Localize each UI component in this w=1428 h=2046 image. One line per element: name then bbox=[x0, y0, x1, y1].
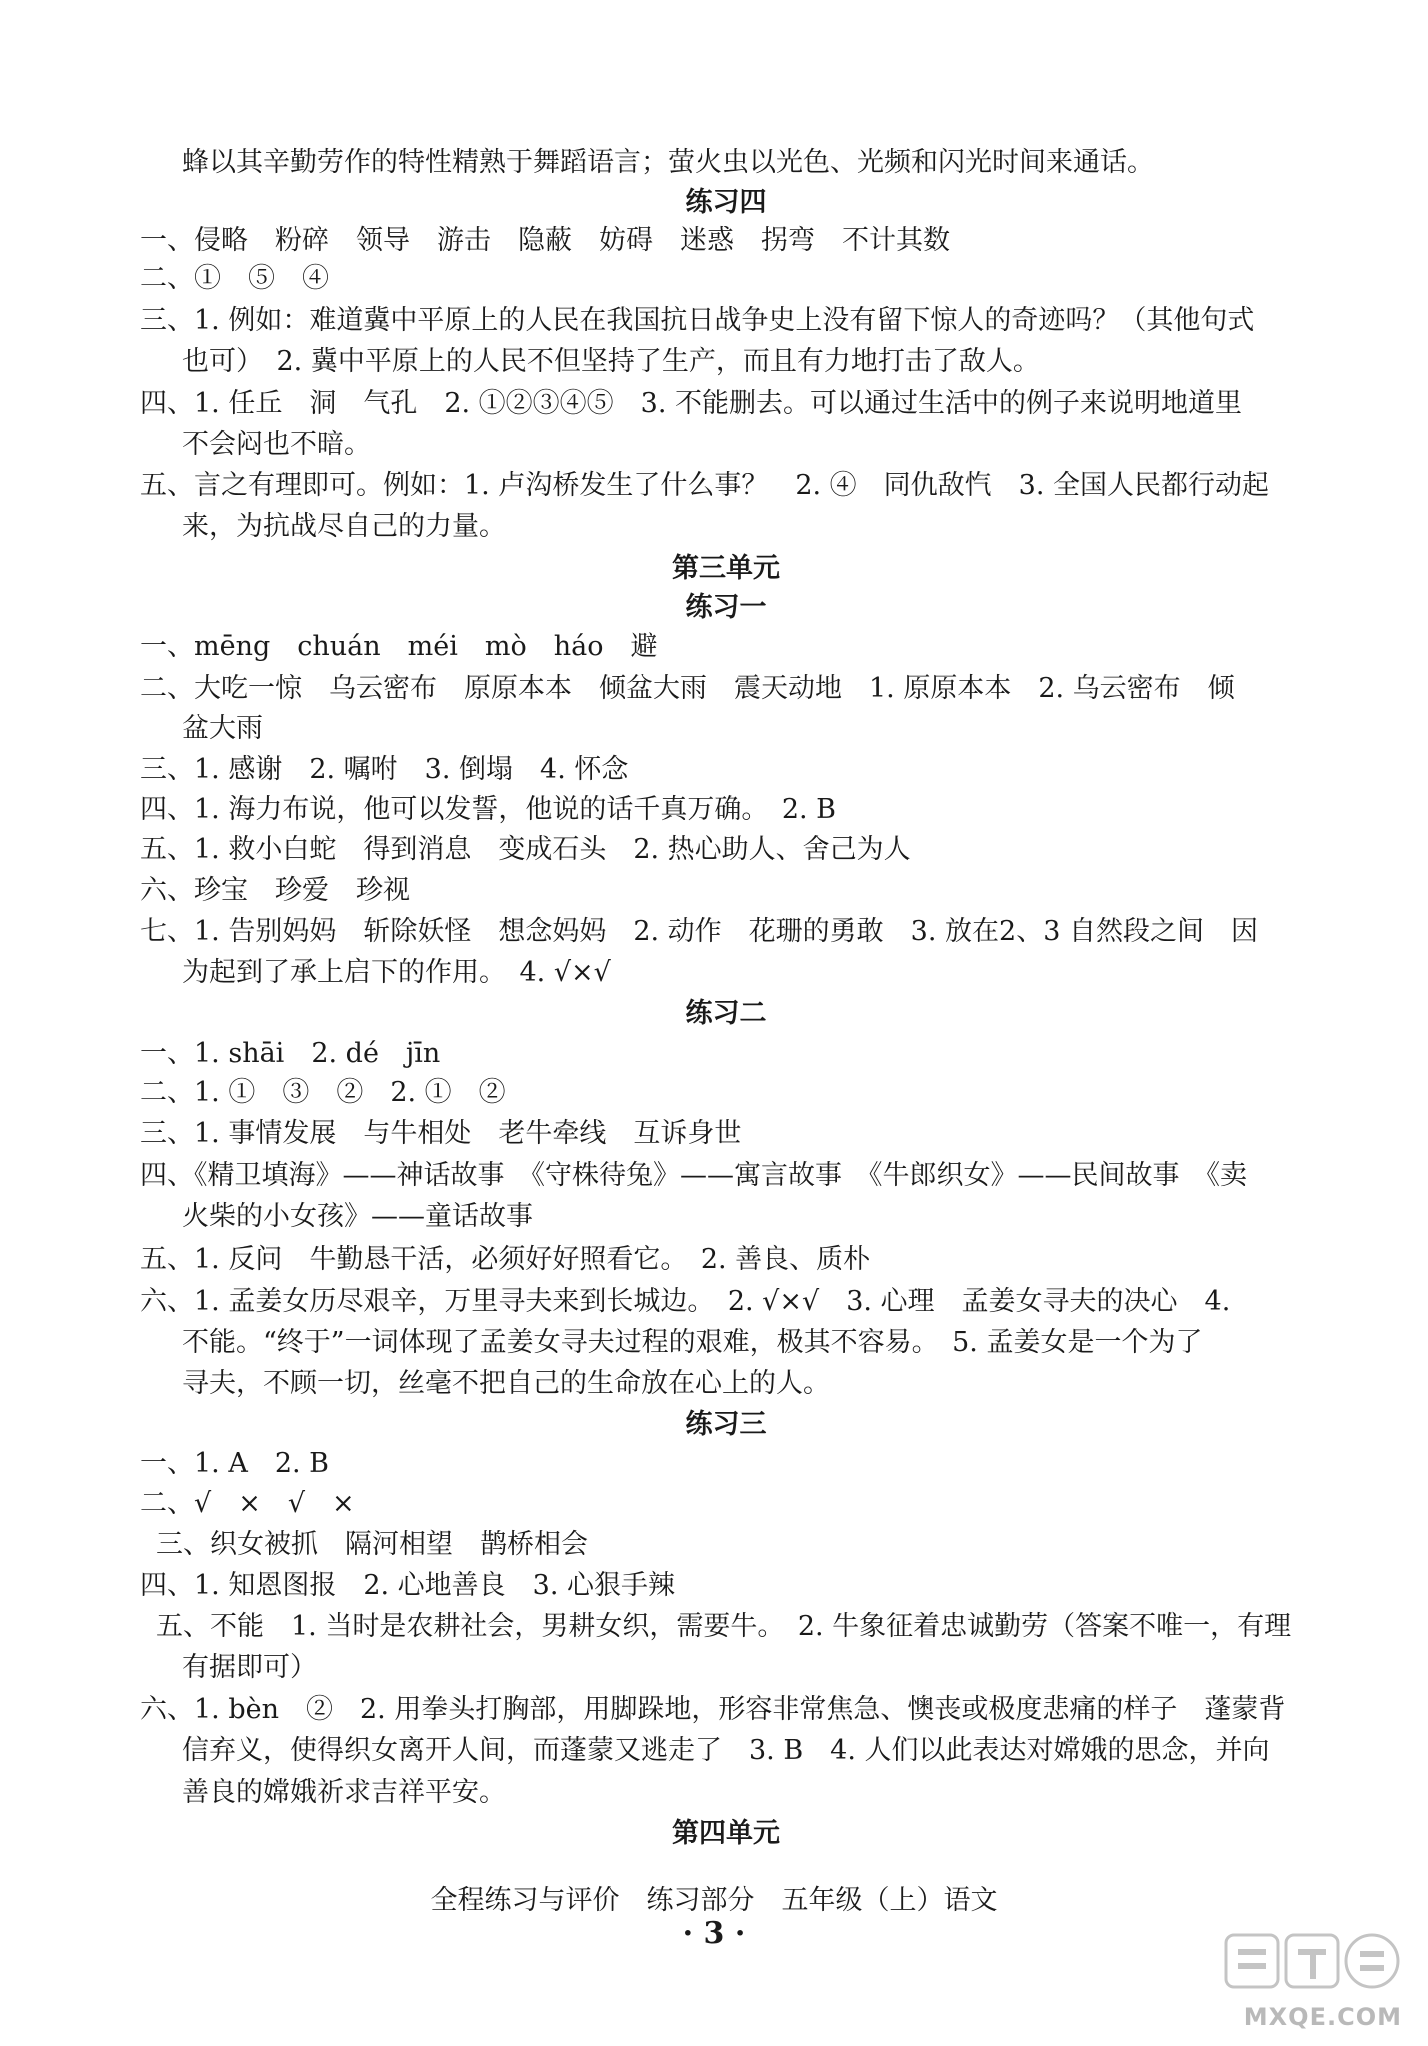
text-line: 五、1. 救小白蛇 得到消息 变成石头 2. 热心助人、舍己为人 bbox=[140, 834, 911, 865]
text-line: 蜂以其辛勤劳作的特性精熟于舞蹈语言；萤火虫以光色、光频和闪光时间来通话。 bbox=[182, 147, 1154, 178]
watermark-url: MXQE.COM bbox=[1243, 2003, 1402, 2031]
section-heading: 练习三 bbox=[685, 1409, 767, 1440]
text-line: 四、1. 海力布说，他可以发誓，他说的话千真万确。 2. B bbox=[140, 794, 837, 825]
footer-title: 全程练习与评价 练习部分 五年级（上）语文 bbox=[430, 1885, 998, 1916]
section-heading: 练习一 bbox=[685, 592, 767, 623]
section-heading: 练习二 bbox=[685, 998, 767, 1029]
text-line: 六、1. bèn ② 2. 用拳头打胸部，用脚跺地，形容非常焦急、懊丧或极度悲痛的样子 蓬蒙背 bbox=[140, 1694, 1286, 1725]
text-line: 三、织女被抓 隔河相望 鹊桥相会 bbox=[156, 1529, 588, 1560]
text-line: 一、1. A 2. B bbox=[140, 1448, 330, 1479]
text-line: 盆大雨 bbox=[182, 713, 263, 744]
text-line: 六、1. 孟姜女历尽艰辛，万里寻夫来到长城边。 2. √×√ 3. 心理 孟姜女寻夫的决心 4. bbox=[140, 1286, 1231, 1317]
text-line: 六、珍宝 珍爱 珍视 bbox=[140, 875, 410, 906]
text-line: 三、1. 例如：难道冀中平原上的人民在我国抗日战争史上没有留下惊人的奇迹吗？（其他句式 bbox=[140, 305, 1255, 336]
text-line: 四、1. 任丘 洞 气孔 2. ①②③④⑤ 3. 不能删去。可以通过生活中的例子来说明地道里 bbox=[140, 388, 1243, 419]
text-line: 七、1. 告别妈妈 斩除妖怪 想念妈妈 2. 动作 花珊的勇敢 3. 放在2、3 自然段之间 因 bbox=[140, 916, 1258, 947]
text-line: 三、1. 感谢 2. 嘱咐 3. 倒塌 4. 怀念 bbox=[140, 754, 629, 785]
text-line: 四、1. 知恩图报 2. 心地善良 3. 心狠手辣 bbox=[140, 1570, 676, 1601]
text-line: 一、1. shāi 2. dé jīn bbox=[140, 1038, 441, 1069]
text-line: 一、mēng chuán méi mò háo 避 bbox=[140, 631, 658, 662]
text-line: 善良的嫦娥祈求吉祥平安。 bbox=[182, 1777, 506, 1808]
text-line: 二、大吃一惊 乌云密布 原原本本 倾盆大雨 震天动地 1. 原原本本 2. 乌云密布 倾 bbox=[140, 673, 1235, 704]
text-line: 信弃义，使得织女离开人间，而蓬蒙又逃走了 3. B 4. 人们以此表达对嫦娥的思念，并向 bbox=[182, 1735, 1270, 1766]
text-line: 三、1. 事情发展 与牛相处 老牛牵线 互诉身世 bbox=[140, 1118, 742, 1149]
section-heading: 练习四 bbox=[685, 187, 767, 218]
unit-heading: 第四单元 bbox=[672, 1818, 780, 1849]
unit-heading: 第三单元 bbox=[672, 553, 780, 584]
text-line: 为起到了承上启下的作用。 4. √×√ bbox=[182, 957, 611, 988]
text-line: 一、侵略 粉碎 领导 游击 隐蔽 妨碍 迷惑 拐弯 不计其数 bbox=[140, 225, 950, 256]
page-number: · 3 · bbox=[682, 1916, 746, 1951]
text-line: 来，为抗战尽自己的力量。 bbox=[182, 511, 506, 542]
text-line: 寻夫，不顾一切，丝毫不把自己的生命放在心上的人。 bbox=[182, 1368, 830, 1399]
text-line: 二、1. ① ③ ② 2. ① ② bbox=[140, 1077, 506, 1108]
text-line: 四、《精卫填海》——神话故事 《守株待兔》——寓言故事 《牛郎织女》——民间故事 《卖 bbox=[140, 1160, 1247, 1191]
text-line: 五、不能 1. 当时是农耕社会，男耕女织，需要牛。 2. 牛象征着忠诚勤劳（答案不唯一，有理 bbox=[156, 1611, 1292, 1642]
text-line: 不会闷也不暗。 bbox=[182, 429, 371, 460]
text-line: 不能。“终于”一词体现了孟姜女寻夫过程的艰难，极其不容易。 5. 孟姜女是一个为了 bbox=[182, 1327, 1203, 1358]
text-line: 也可） 2. 冀中平原上的人民不但坚持了生产，而且有力地打击了敌人。 bbox=[182, 346, 1040, 377]
watermark-logo bbox=[1200, 1929, 1420, 2039]
text-line: 二、√ × √ × bbox=[140, 1488, 355, 1519]
text-line: 有据即可） bbox=[182, 1652, 317, 1683]
text-line: 五、1. 反问 牛勤恳干活，必须好好照看它。 2. 善良、质朴 bbox=[140, 1244, 871, 1275]
text-line: 二、① ⑤ ④ bbox=[140, 263, 329, 294]
text-line: 火柴的小女孩》——童话故事 bbox=[182, 1201, 533, 1232]
text-line: 五、言之有理即可。例如：1. 卢沟桥发生了什么事？ 2. ④ 同仇敌忾 3. 全国人民都行动起 bbox=[140, 470, 1270, 501]
